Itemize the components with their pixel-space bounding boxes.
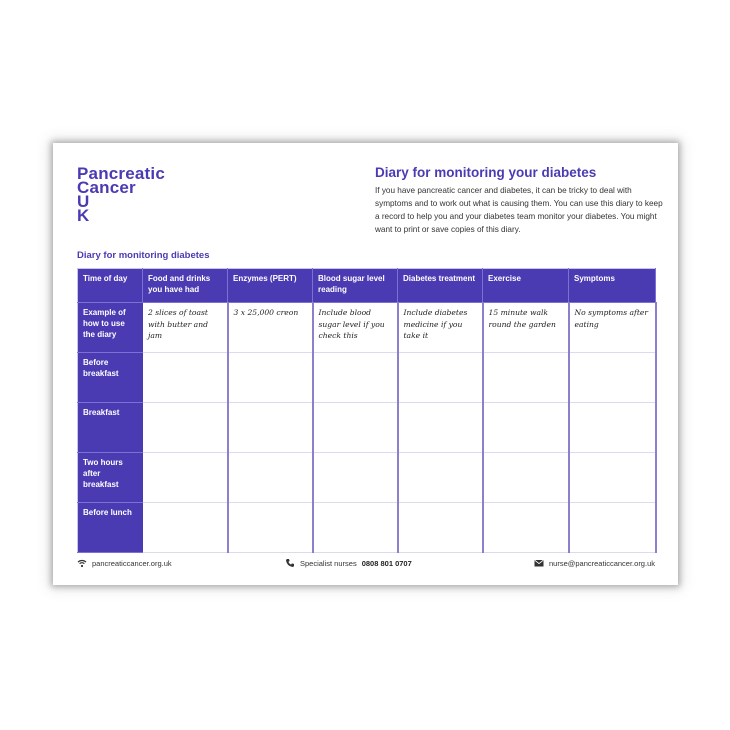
- example-treatment: Include diabetes medicine if you take it: [398, 303, 483, 353]
- table-cell[interactable]: [569, 503, 656, 553]
- row-label: Before breakfast: [78, 353, 143, 403]
- diary-table-container: [77, 268, 655, 553]
- intro-text: If you have pancreatic cancer and diabetes, it can be tricky to deal with symptoms and to work out what is causing them. You can use this diary to keep a record to help you and your diabetes team monitor your diabetes. You might want to print or save copies of this diary.: [375, 186, 663, 234]
- table-cell[interactable]: [313, 503, 398, 553]
- phone-number[interactable]: 0808 801 0707: [361, 558, 412, 568]
- table-row: [78, 453, 656, 503]
- table-header-row: [78, 269, 656, 303]
- table-cell[interactable]: [398, 403, 483, 453]
- page-title: Diary for monitoring your diabetes: [375, 165, 597, 180]
- row-label: Two hours after breakfast: [78, 453, 143, 503]
- header-diabetes-treatment: Diabetes treatment: [398, 269, 483, 303]
- table-cell[interactable]: [398, 503, 483, 553]
- logo-line-2: Cancer: [77, 178, 136, 197]
- table-cell[interactable]: [483, 403, 569, 453]
- diary-table: [77, 268, 657, 553]
- table-cell[interactable]: [143, 353, 228, 403]
- phone-contact: [285, 558, 412, 568]
- wifi-icon: [77, 558, 87, 568]
- table-row: [78, 353, 656, 403]
- table-cell[interactable]: [483, 353, 569, 403]
- example-exercise: 15 minute walk round the garden: [483, 303, 569, 353]
- header-food-and-drinks: Food and drinks you have had: [143, 269, 228, 303]
- table-cell[interactable]: [569, 403, 656, 453]
- row-label: Example of how to use the diary: [78, 303, 143, 353]
- row-label: Before lunch: [78, 503, 143, 553]
- table-cell[interactable]: [228, 503, 313, 553]
- table-cell[interactable]: [228, 453, 313, 503]
- header-enzymes: Enzymes (PERT): [228, 269, 313, 303]
- logo-line-3: U: [77, 192, 90, 211]
- table-cell[interactable]: [313, 403, 398, 453]
- table-cell[interactable]: [483, 503, 569, 553]
- table-row-example: [78, 303, 656, 353]
- header-blood-sugar: Blood sugar level reading: [313, 269, 398, 303]
- table-cell[interactable]: [483, 453, 569, 503]
- table-cell[interactable]: [143, 503, 228, 553]
- row-label: Breakfast: [78, 403, 143, 453]
- envelope-icon: [534, 558, 544, 568]
- example-symptoms: No symptoms after eating: [569, 303, 656, 353]
- table-row: [78, 403, 656, 453]
- email-link[interactable]: nurse@pancreaticcancer.org.uk: [548, 558, 655, 568]
- header-time-of-day: Time of day: [78, 269, 143, 303]
- table-cell[interactable]: [313, 453, 398, 503]
- pancreatic-cancer-uk-logo: [77, 164, 165, 225]
- website-link[interactable]: pancreaticcancer.org.uk: [92, 558, 172, 568]
- diary-page: [53, 143, 678, 585]
- example-food: 2 slices of toast with butter and jam: [143, 303, 228, 353]
- logo-line-1: Pancreatic: [77, 164, 165, 183]
- contact-footer: [77, 558, 655, 572]
- table-cell[interactable]: [143, 403, 228, 453]
- example-enzymes: 3 x 25,000 creon: [228, 303, 313, 353]
- section-title: Diary for monitoring diabetes: [77, 250, 210, 261]
- table-cell[interactable]: [143, 453, 228, 503]
- table-row: [78, 503, 656, 553]
- phone-icon: [285, 558, 295, 568]
- table-cell[interactable]: [228, 353, 313, 403]
- website-contact: [77, 558, 172, 568]
- table-cell[interactable]: [569, 453, 656, 503]
- intro-block: [375, 165, 665, 236]
- phone-label: Specialist nurses: [300, 558, 357, 568]
- table-cell[interactable]: [398, 453, 483, 503]
- table-cell[interactable]: [313, 353, 398, 403]
- table-cell[interactable]: [228, 403, 313, 453]
- header-symptoms: Symptoms: [569, 269, 656, 303]
- logo-line-4: K: [77, 206, 90, 225]
- table-cell[interactable]: [569, 353, 656, 403]
- example-blood-sugar: Include blood sugar level if you check this: [313, 303, 398, 353]
- email-contact: [534, 558, 655, 568]
- header-exercise: Exercise: [483, 269, 569, 303]
- table-cell[interactable]: [398, 353, 483, 403]
